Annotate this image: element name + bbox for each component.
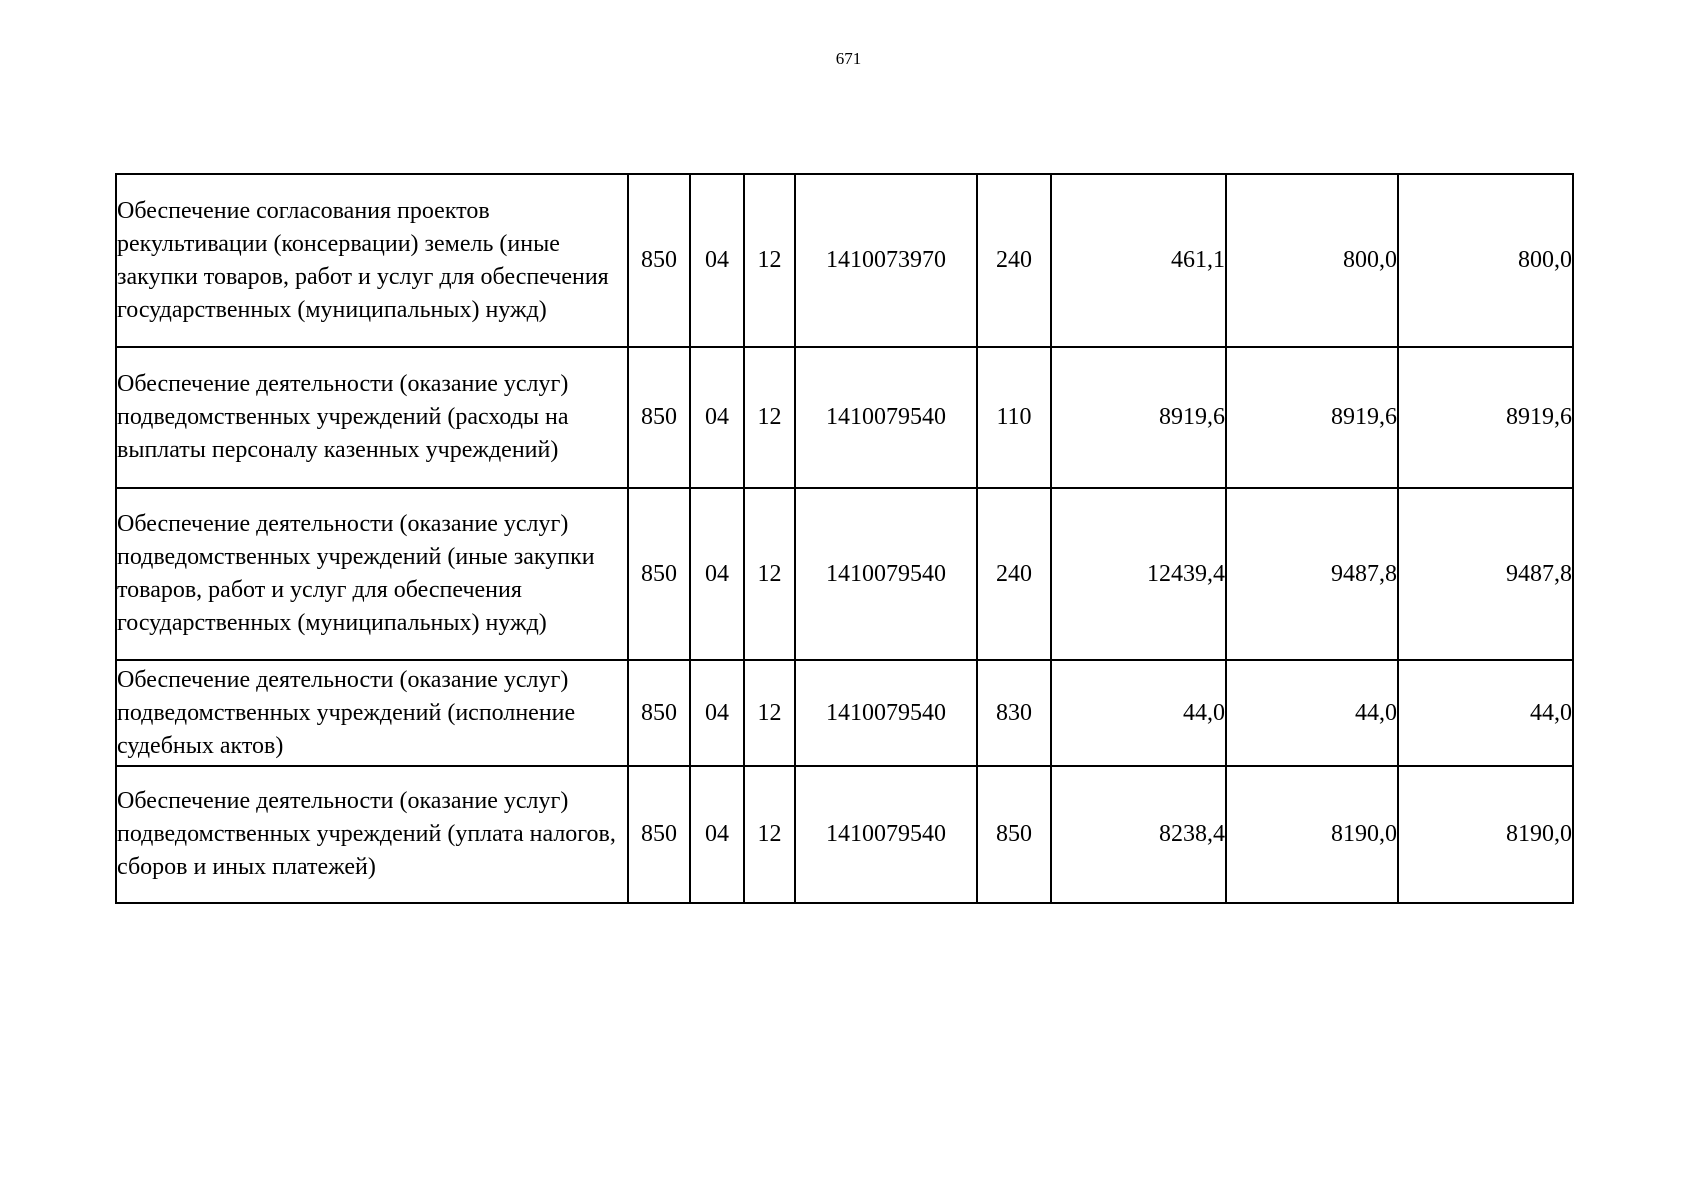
- ministry-code: 850: [628, 347, 690, 488]
- sum-column-2: 9487,8: [1226, 488, 1398, 660]
- expense-type-code: 850: [977, 766, 1051, 903]
- expense-name: Обеспечение деятельности (оказание услуг) подведомственных учреждений (исполнение судебных актов): [116, 660, 628, 766]
- sum-column-3: 9487,8: [1398, 488, 1573, 660]
- subsection-code: 12: [744, 347, 795, 488]
- table-row: [116, 174, 1573, 347]
- target-article-code: 1410079540: [795, 660, 977, 766]
- expense-type-code: 110: [977, 347, 1051, 488]
- subsection-code: 12: [744, 488, 795, 660]
- table-row: [116, 766, 1573, 903]
- sum-column-2: 8190,0: [1226, 766, 1398, 903]
- expense-type-code: 240: [977, 174, 1051, 347]
- expense-name: Обеспечение деятельности (оказание услуг) подведомственных учреждений (расходы на выплаты персоналу казенных учреждений): [116, 347, 628, 488]
- section-code: 04: [690, 660, 744, 766]
- subsection-code: 12: [744, 660, 795, 766]
- sum-column-2: 800,0: [1226, 174, 1398, 347]
- ministry-code: 850: [628, 174, 690, 347]
- sum-column-1: 12439,4: [1051, 488, 1226, 660]
- budget-table: [115, 173, 1574, 904]
- ministry-code: 850: [628, 660, 690, 766]
- section-code: 04: [690, 347, 744, 488]
- ministry-code: 850: [628, 766, 690, 903]
- subsection-code: 12: [744, 766, 795, 903]
- expense-type-code: 830: [977, 660, 1051, 766]
- sum-column-1: 8238,4: [1051, 766, 1226, 903]
- sum-column-3: 44,0: [1398, 660, 1573, 766]
- sum-column-1: 461,1: [1051, 174, 1226, 347]
- sum-column-3: 8190,0: [1398, 766, 1573, 903]
- section-code: 04: [690, 488, 744, 660]
- sum-column-3: 800,0: [1398, 174, 1573, 347]
- section-code: 04: [690, 766, 744, 903]
- section-code: 04: [690, 174, 744, 347]
- sum-column-1: 44,0: [1051, 660, 1226, 766]
- target-article-code: 1410073970: [795, 174, 977, 347]
- expense-type-code: 240: [977, 488, 1051, 660]
- sum-column-1: 8919,6: [1051, 347, 1226, 488]
- expense-name: Обеспечение согласования проектов рекультивации (консервации) земель (иные закупки товаров, работ и услуг для обеспечения государственных (муниципальных) нужд): [116, 174, 628, 347]
- target-article-code: 1410079540: [795, 766, 977, 903]
- target-article-code: 1410079540: [795, 488, 977, 660]
- expense-name: Обеспечение деятельности (оказание услуг) подведомственных учреждений (уплата налогов, сборов и иных платежей): [116, 766, 628, 903]
- subsection-code: 12: [744, 174, 795, 347]
- target-article-code: 1410079540: [795, 347, 977, 488]
- sum-column-3: 8919,6: [1398, 347, 1573, 488]
- sum-column-2: 8919,6: [1226, 347, 1398, 488]
- table-row: [116, 347, 1573, 488]
- sum-column-2: 44,0: [1226, 660, 1398, 766]
- table-row: [116, 660, 1573, 766]
- ministry-code: 850: [628, 488, 690, 660]
- page-number: 671: [835, 49, 862, 68]
- table-row: [116, 488, 1573, 660]
- expense-name: Обеспечение деятельности (оказание услуг) подведомственных учреждений (иные закупки товаров, работ и услуг для обеспечения государственных (муниципальных) нужд): [116, 488, 628, 660]
